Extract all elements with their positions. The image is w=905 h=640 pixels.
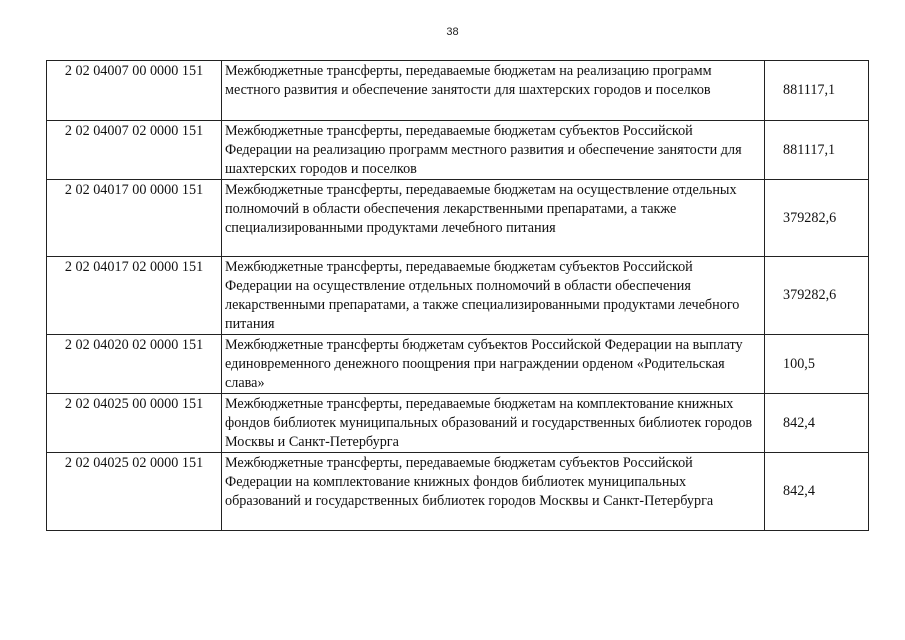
budget-code-cell: 2 02 04017 00 0000 151 — [47, 180, 222, 257]
description-cell: Межбюджетные трансферты, передаваемые бюджетам на осуществление отдельных полномочий в области обеспечения лекарственными препаратами, а также специализированными продуктами лечебного питания — [222, 180, 765, 257]
table-row — [47, 257, 869, 335]
description-cell: Межбюджетные трансферты, передаваемые бюджетам субъектов Российской Федерации на комплектование книжных фондов библиотек муниципальных образований и государственных библиотек городов Москвы и Санкт-Петербурга — [222, 453, 765, 531]
table-row — [47, 394, 869, 453]
table-row — [47, 453, 869, 531]
amount-cell: 881117,1 — [765, 61, 869, 121]
description-cell: Межбюджетные трансферты, передаваемые бюджетам на реализацию программ местного развития и обеспечение занятости для шахтерских городов и поселков — [222, 61, 765, 121]
table-row — [47, 335, 869, 394]
page-number: 38 — [446, 26, 459, 38]
budget-transfers-table — [46, 60, 869, 531]
amount-cell: 842,4 — [765, 453, 869, 531]
table-row — [47, 61, 869, 121]
budget-code-cell: 2 02 04017 02 0000 151 — [47, 257, 222, 335]
budget-code-cell: 2 02 04007 02 0000 151 — [47, 121, 222, 180]
budget-code-cell: 2 02 04007 00 0000 151 — [47, 61, 222, 121]
amount-cell: 881117,1 — [765, 121, 869, 180]
description-cell: Межбюджетные трансферты, передаваемые бюджетам субъектов Российской Федерации на реализацию программ местного развития и обеспечение занятости для шахтерских городов и поселков — [222, 121, 765, 180]
description-cell: Межбюджетные трансферты бюджетам субъектов Российской Федерации на выплату единовременного денежного поощрения при награждении орденом «Родительская слава» — [222, 335, 765, 394]
table-row — [47, 121, 869, 180]
amount-cell: 379282,6 — [765, 180, 869, 257]
amount-cell: 842,4 — [765, 394, 869, 453]
table-row — [47, 180, 869, 257]
amount-cell: 379282,6 — [765, 257, 869, 335]
budget-code-cell: 2 02 04025 02 0000 151 — [47, 453, 222, 531]
description-cell: Межбюджетные трансферты, передаваемые бюджетам субъектов Российской Федерации на осуществление отдельных полномочий в области обеспечения лекарственными препаратами, а также специализированными продуктами лечебного питания — [222, 257, 765, 335]
budget-code-cell: 2 02 04020 02 0000 151 — [47, 335, 222, 394]
description-cell: Межбюджетные трансферты, передаваемые бюджетам на комплектование книжных фондов библиотек муниципальных образований и государственных библиотек городов Москвы и Санкт-Петербурга — [222, 394, 765, 453]
budget-code-cell: 2 02 04025 00 0000 151 — [47, 394, 222, 453]
amount-cell: 100,5 — [765, 335, 869, 394]
